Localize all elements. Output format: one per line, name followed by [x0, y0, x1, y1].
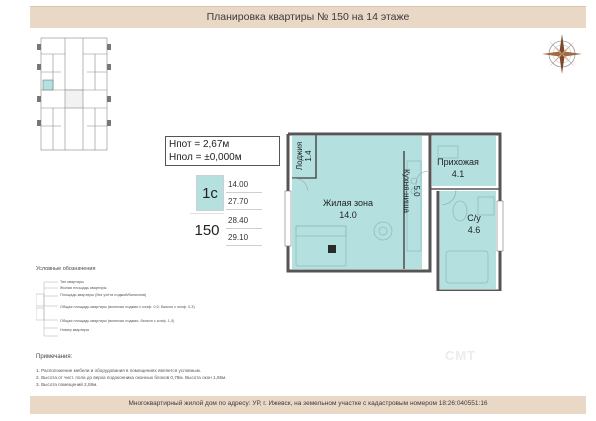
living-area-value: 14.00 — [226, 176, 262, 193]
living-room-area: 14.0 — [339, 210, 357, 220]
floor-key-plan — [35, 34, 113, 154]
legend-item: Общая площадь квартиры (включая лоджии, балкон с коэф. 1,0) — [60, 319, 175, 323]
notes-section — [36, 354, 396, 388]
apartment-area-value: 27.70 — [226, 193, 262, 210]
loggia-area: 1.4 — [304, 150, 313, 162]
address-text: Многоквартирный жилой дом по адресу: УР, г. Ижевск, на земельном участке с кадастровым номером 18:26:040551:16 — [128, 400, 488, 407]
hall-label: Прихожая — [437, 157, 479, 167]
apartment-type: 1с — [196, 175, 224, 211]
apartment-number: 150 — [190, 213, 224, 247]
floor-level: Hпол = ±0,000м — [169, 152, 242, 163]
living-room-label: Жилая зона — [323, 198, 373, 208]
total-area-reduced-value: 28.40 — [226, 212, 262, 229]
legend-item: Номер квартиры — [60, 328, 90, 332]
legend-item: Площадь квартиры (без учёта лоджий/балконов) — [60, 293, 147, 297]
note-item: 3. Высота помещений 2,59м. — [36, 382, 98, 387]
kitchen-area: 5.0 — [412, 185, 421, 197]
loggia-label: Лоджия — [295, 141, 304, 171]
footer-bar — [30, 396, 586, 414]
note-item: 2. Высота от чист. пола до верха подоконника оконных блоков 0,78м. Высота окон 1,65м. — [36, 375, 227, 380]
legend-title: Условные обозначения — [36, 266, 96, 272]
legend-item: Тип квартиры — [60, 280, 84, 284]
highlighted-apartment-marker — [43, 80, 53, 90]
ceiling-height: Hпот = 2,67м — [169, 139, 230, 150]
bathroom-label: С/у — [467, 213, 481, 223]
riser-marker — [328, 245, 336, 253]
legend-item: Жилая площадь квартиры — [60, 286, 107, 290]
watermark: СМТ — [445, 348, 476, 363]
height-marks-box — [165, 136, 280, 166]
compass-rose-icon — [540, 32, 584, 76]
hall-area: 4.1 — [451, 169, 465, 179]
legend — [36, 266, 195, 346]
apartment-plan — [278, 131, 523, 291]
header-bar — [30, 6, 586, 28]
kitchen-label: Кухня-ниша — [402, 169, 411, 213]
legend-item: Общая площадь квартиры (включая лоджии с коэф. 0,5; балкон с коэф. 0,3) — [60, 305, 195, 309]
note-item: 1. Расположение мебели и оборудования в помещениях является условным. — [36, 368, 202, 373]
page-title: Планировка квартиры № 150 на 14 этаже — [206, 11, 410, 23]
notes-title: Примечания: — [36, 354, 73, 360]
total-area-full-value: 29.10 — [226, 229, 262, 246]
bathroom-area: 4.6 — [467, 225, 481, 235]
